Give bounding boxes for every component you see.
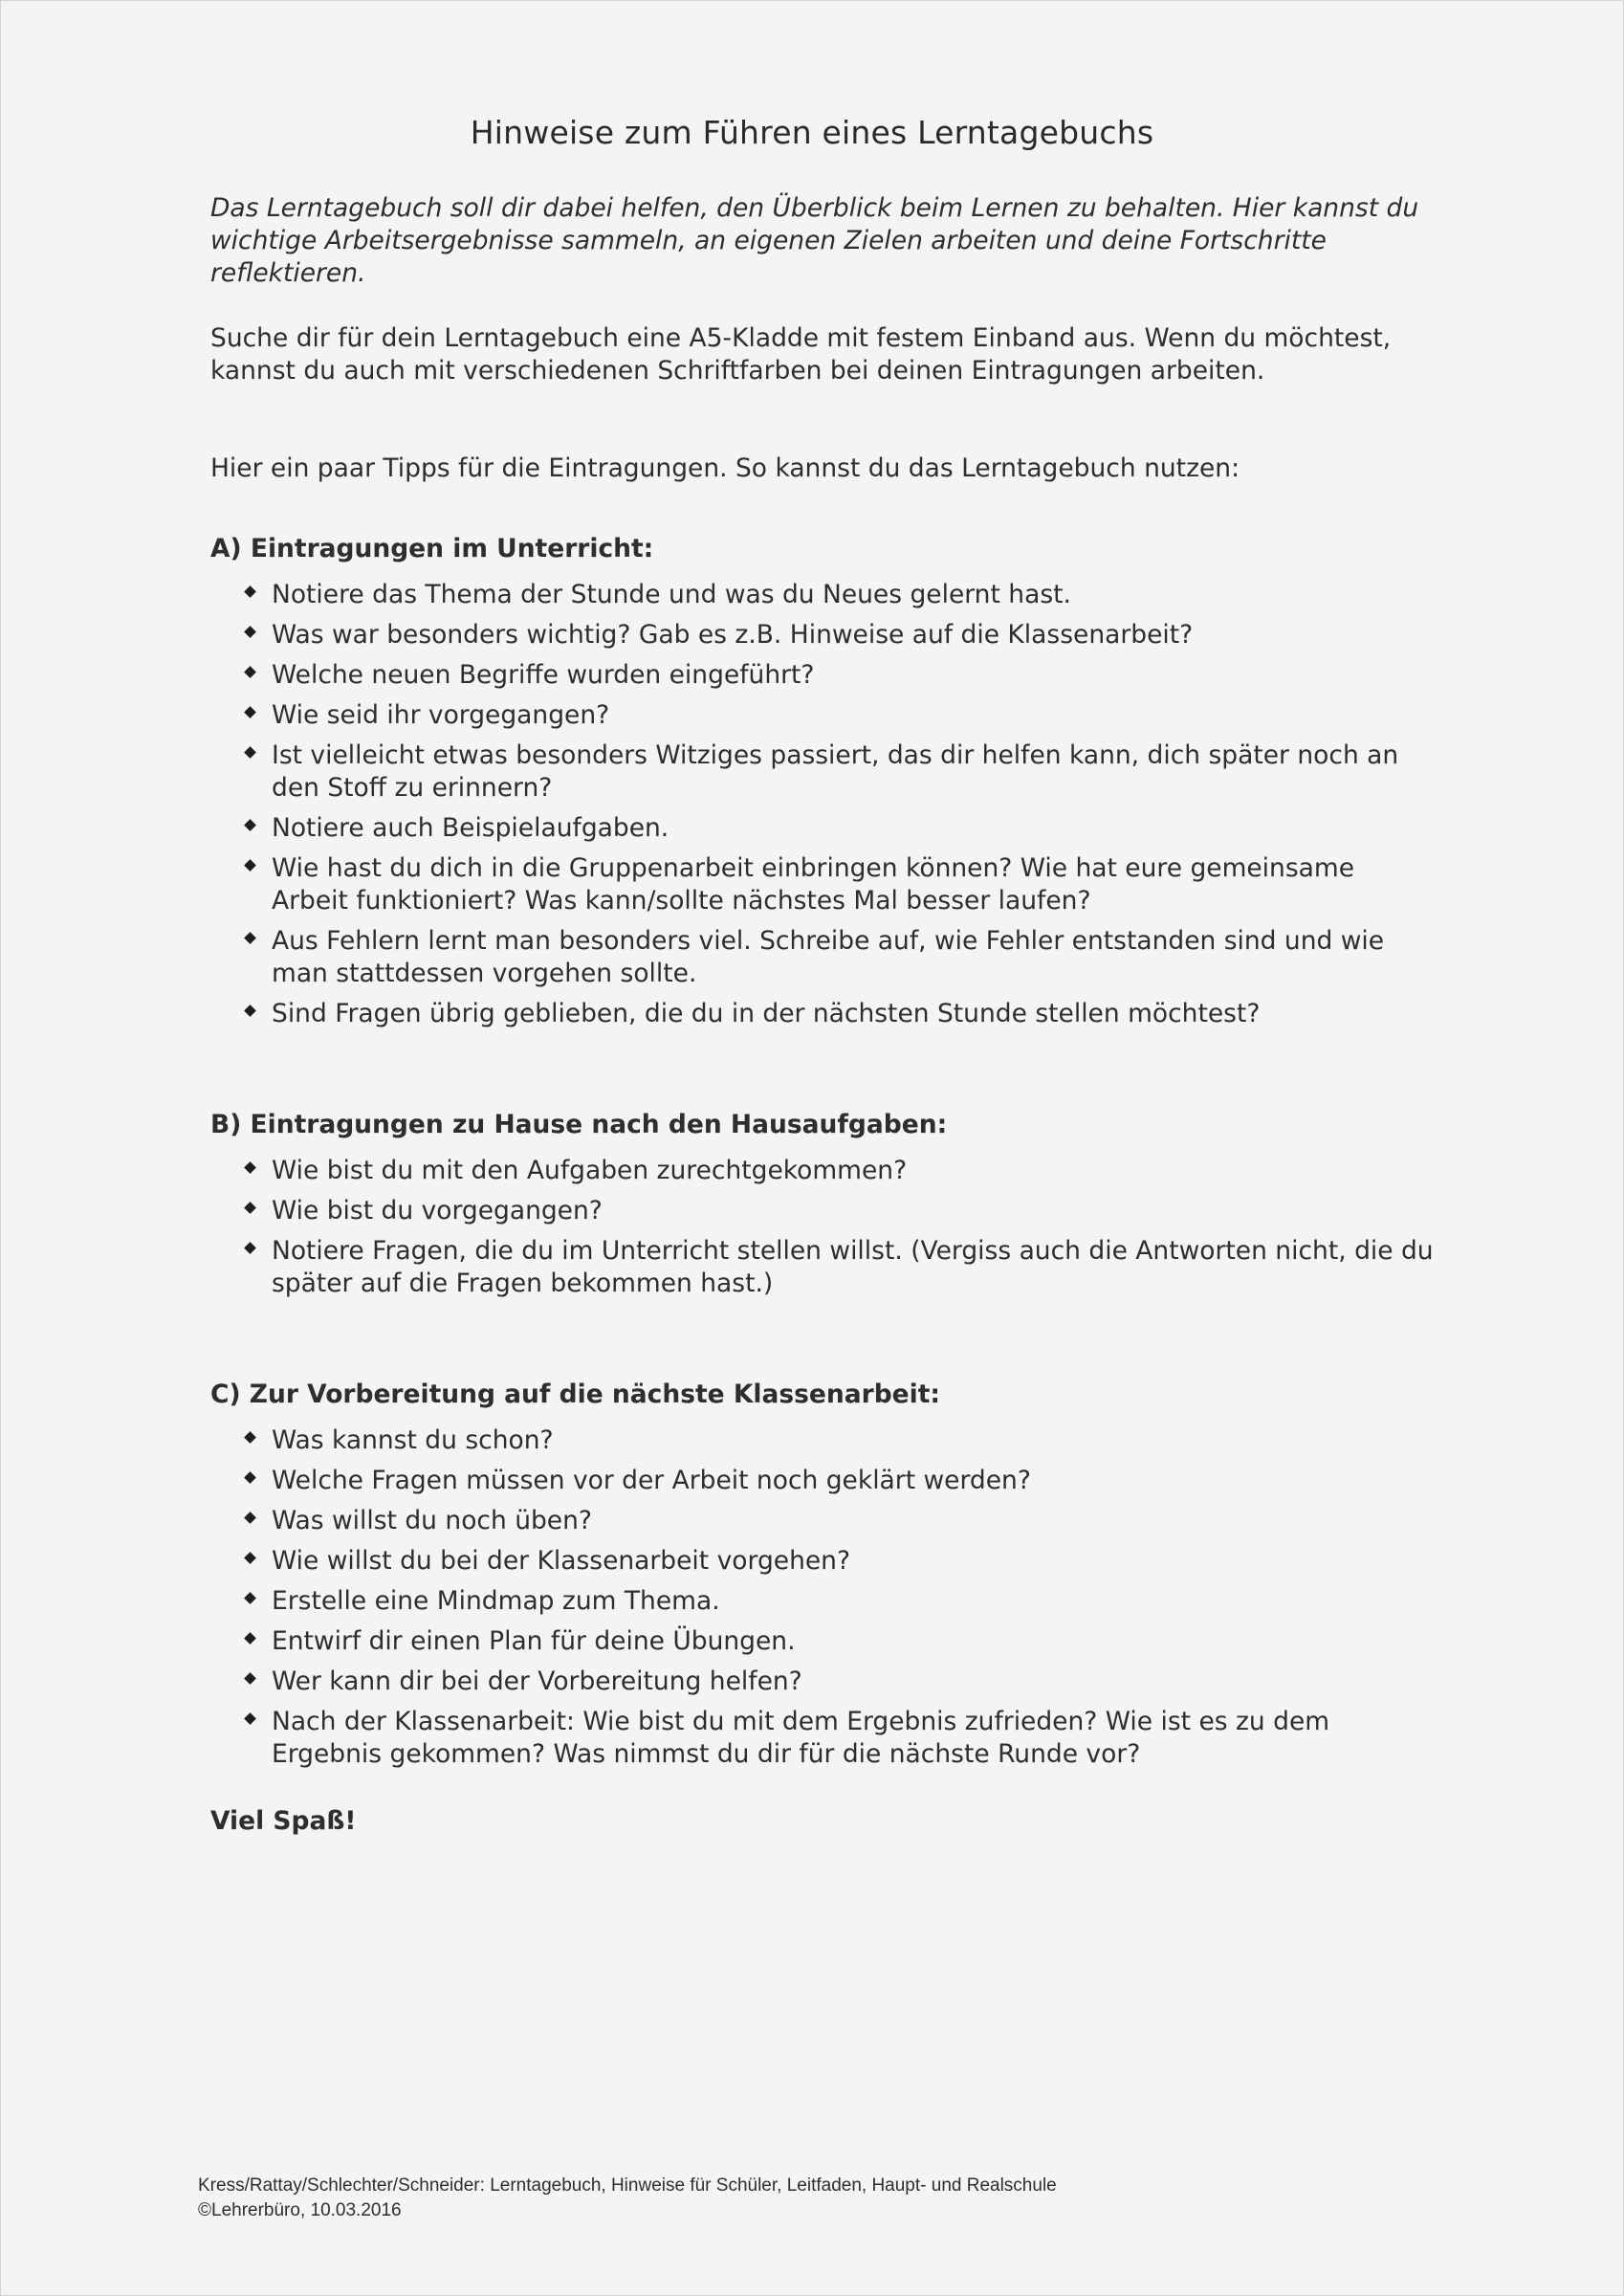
bullet-icon <box>244 1431 256 1444</box>
bullet-icon <box>244 666 256 678</box>
list-item-text: Entwirf dir einen Plan für deine Übungen. <box>272 1626 796 1656</box>
list-item-text: Wie bist du vorgegangen? <box>272 1196 603 1225</box>
section-a-heading: A) Eintragungen im Unterricht: <box>210 534 654 563</box>
list-item <box>272 699 1435 732</box>
list-item-text: Wie willst du bei der Klassenarbeit vorgehen? <box>272 1546 851 1576</box>
bullet-icon <box>244 1161 256 1174</box>
list-item <box>272 1706 1435 1771</box>
list-item <box>272 812 1435 845</box>
bullet-icon <box>244 1712 256 1725</box>
list-item-text: Notiere Fragen, die du im Unterricht stellen willst. (Vergiss auch die Antworten nicht, die du später auf die Fragen bekommen hast.) <box>272 1236 1434 1298</box>
list-item-text: Erstelle eine Mindmap zum Thema. <box>272 1586 720 1616</box>
list-item <box>272 659 1435 692</box>
list-item <box>272 1195 1435 1227</box>
section-b-list <box>210 1155 1435 1300</box>
section-c-heading: C) Zur Vorbereitung auf die nächste Klassenarbeit: <box>210 1380 941 1409</box>
list-item-text: Ist vielleicht etwas besonders Witziges passiert, das dir helfen kann, dich später noch an den Stoff zu erinnern? <box>272 740 1399 803</box>
list-item-text: Was kannst du schon? <box>272 1425 554 1455</box>
list-item <box>272 998 1435 1030</box>
bullet-icon <box>244 706 256 718</box>
document-title: Hinweise zum Führen eines Lerntagebuchs <box>470 114 1154 151</box>
closing-text: Viel Spaß! <box>210 1806 357 1836</box>
list-item <box>272 852 1435 917</box>
list-item <box>272 619 1435 651</box>
list-item-text: Welche neuen Begriffe wurden eingeführt? <box>272 660 815 690</box>
list-item-text: Notiere das Thema der Stunde und was du Neues gelernt hast. <box>272 580 1071 609</box>
list-item-text: Welche Fragen müssen vor der Arbeit noch geklärt werden? <box>272 1466 1031 1495</box>
intro-paragraph: Das Lerntagebuch soll dir dabei helfen, den Überblick beim Lernen zu behalten. Hier kannst du wichtige Arbeitsergebnisse sammeln, an eigenen Zielen arbeiten und deine Fortschritte reflektieren. <box>210 193 1419 288</box>
list-item-text: Was willst du noch üben? <box>272 1506 592 1535</box>
list-item <box>272 1505 1435 1537</box>
section-a-list <box>210 579 1435 1030</box>
footer-copyright: ©Lehrerbüro, 10.03.2016 <box>198 2200 402 2220</box>
list-item-text: Wie seid ihr vorgegangen? <box>272 700 610 730</box>
section-c-list <box>210 1424 1435 1771</box>
list-item <box>272 740 1435 805</box>
bullet-icon <box>244 1672 256 1685</box>
list-item <box>272 1465 1435 1497</box>
list-item-text: Aus Fehlern lernt man besonders viel. Schreibe auf, wie Fehler entstanden sind und wie man stattdessen vorgehen sollte. <box>272 926 1385 988</box>
list-item <box>272 1625 1435 1658</box>
list-item <box>272 1666 1435 1698</box>
list-item <box>272 1545 1435 1578</box>
bullet-icon <box>244 819 256 831</box>
bullet-icon <box>244 1471 256 1484</box>
bullet-icon <box>244 1512 256 1524</box>
notebook-paragraph: Suche dir für dein Lerntagebuch eine A5-Kladde mit festem Einband aus. Wenn du möchtest, kannst du auch mit verschiedenen Schriftfarben bei deinen Eintragungen arbeiten. <box>210 323 1392 386</box>
bullet-icon <box>244 932 256 944</box>
bullet-icon <box>244 585 256 598</box>
bullet-icon <box>244 1202 256 1214</box>
bullet-icon <box>244 1632 256 1645</box>
bullet-icon <box>244 1592 256 1604</box>
list-item <box>272 1155 1435 1187</box>
bullet-icon <box>244 746 256 759</box>
list-item-text: Wie bist du mit den Aufgaben zurechtgekommen? <box>272 1156 908 1185</box>
bullet-icon <box>244 1004 256 1017</box>
document-body <box>210 192 1435 1838</box>
list-item <box>272 1585 1435 1618</box>
bullet-icon <box>244 859 256 872</box>
list-item <box>272 1424 1435 1457</box>
section-b-heading: B) Eintragungen zu Hause nach den Hausaufgaben: <box>210 1110 948 1139</box>
list-item-text: Wie hast du dich in die Gruppenarbeit einbringen können? Wie hat eure gemeinsame Arbeit funktioniert? Was kann/sollte nächstes Mal besser laufen? <box>272 853 1355 916</box>
list-item-text: Notiere auch Beispielaufgaben. <box>272 813 669 843</box>
list-item <box>272 925 1435 990</box>
list-item-text: Sind Fragen übrig geblieben, die du in der nächsten Stunde stellen möchtest? <box>272 999 1261 1028</box>
bullet-icon <box>244 1552 256 1564</box>
page-footer <box>198 2174 1057 2223</box>
tips-intro: Hier ein paar Tipps für die Eintragungen. So kannst du das Lerntagebuch nutzen: <box>210 453 1240 483</box>
bullet-icon <box>244 1242 256 1254</box>
bullet-icon <box>244 626 256 638</box>
footer-citation: Kress/Rattay/Schlechter/Schneider: Lerntagebuch, Hinweise für Schüler, Leitfaden, Haupt- und Realschule <box>198 2175 1057 2196</box>
list-item <box>272 579 1435 611</box>
list-item-text: Was war besonders wichtig? Gab es z.B. Hinweise auf die Klassenarbeit? <box>272 620 1194 650</box>
list-item <box>272 1235 1435 1300</box>
list-item-text: Wer kann dir bei der Vorbereitung helfen? <box>272 1667 802 1696</box>
list-item-text: Nach der Klassenarbeit: Wie bist du mit dem Ergebnis zufrieden? Wie ist es zu dem Ergebnis gekommen? Was nimmst du dir für die nächste Runde vor? <box>272 1707 1330 1769</box>
